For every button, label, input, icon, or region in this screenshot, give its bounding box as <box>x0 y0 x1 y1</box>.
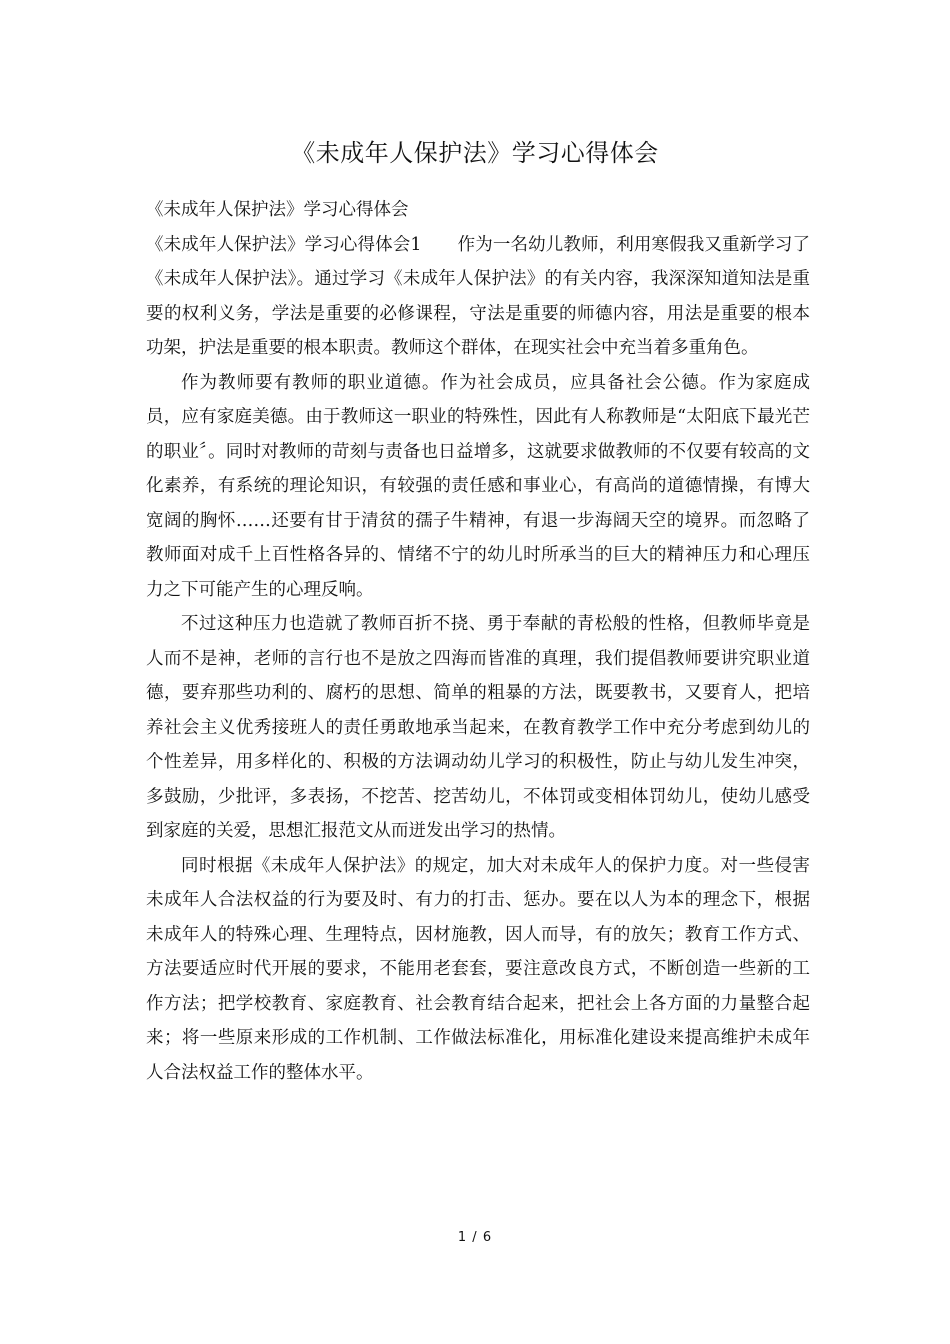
paragraph-1-lead: 《未成年人保护法》学习心得体会1 <box>146 234 422 255</box>
page-number: 1 / 6 <box>457 1230 493 1245</box>
paragraph-1-body: 作为一名幼儿教师，利用寒假我又重新学习了《未成年人保护法》。通过学习《未成年人保护法》的有关内容，我深深知道知法是重要的权利义务，学法是重要的必修课程，守法是重要的师德内容，用法是重要的根本功架，护法是重要的根本职责。教师这个群体，在现实社会中充当着多重角色。 <box>146 234 811 358</box>
subtitle-line: 《未成年人保护法》学习心得体会 <box>146 200 409 220</box>
document-body <box>146 193 810 1090</box>
paragraph-2: 作为教师要有教师的职业道德。作为社会成员，应具备社会公德。作为家庭成员，应有家庭美德。由于教师这一职业的特殊性，因此有人称教师是“太阳底下最光芒的职业〞。同时对教师的苛刻与责备也日益增多，这就要求做教师的不仅要有较高的文化素养，有系统的理论知识，有较强的责任感和事业心，有高尚的道德情操，有博大宽阔的胸怀……还要有甘于清贫的孺子牛精神，有退一步海阔天空的境界。而忽略了教师面对成千上百性格各异的、情绪不宁的幼儿时所承当的巨大的精神压力和心理压力之下可能产生的心理反响。 <box>146 372 810 600</box>
paragraph-1 <box>146 228 810 366</box>
paragraph-4: 同时根据《未成年人保护法》的规定，加大对未成年人的保护力度。对一些侵害未成年人合法权益的行为要及时、有力的打击、惩办。要在以人为本的理念下，根据未成年人的特殊心理、生理特点，因材施教，因人而导，有的放矢；教育工作方式、方法要适应时代开展的要求，不能用老套套，要注意改良方式，不断创造一些新的工作方法；把学校教育、家庭教育、社会教育结合起来，把社会上各方面的力量整合起来；将一些原来形成的工作机制、工作做法标准化，用标准化建设来提高维护未成年人合法权益工作的整体水平。 <box>146 855 810 1083</box>
paragraph-3: 不过这种压力也造就了教师百折不挠、勇于奉献的青松般的性格，但教师毕竟是人而不是神，老师的言行也不是放之四海而皆准的真理，我们提倡教师要讲究职业道德，要弃那些功利的、腐朽的思想、简单的粗暴的方法，既要教书，又要育人，把培养社会主义优秀接班人的责任勇敢地承当起来，在教育教学工作中充分考虑到幼儿的个性差异，用多样化的、积极的方法调动幼儿学习的积极性，防止与幼儿发生冲突，多鼓励，少批评，多表扬，不挖苦、挖苦幼儿，不体罚或变相体罚幼儿，使幼儿感受到家庭的关爱，思想汇报范文从而迸发出学习的热情。 <box>146 614 810 841</box>
document-title: 《未成年人保护法》学习心得体会 <box>291 139 659 167</box>
